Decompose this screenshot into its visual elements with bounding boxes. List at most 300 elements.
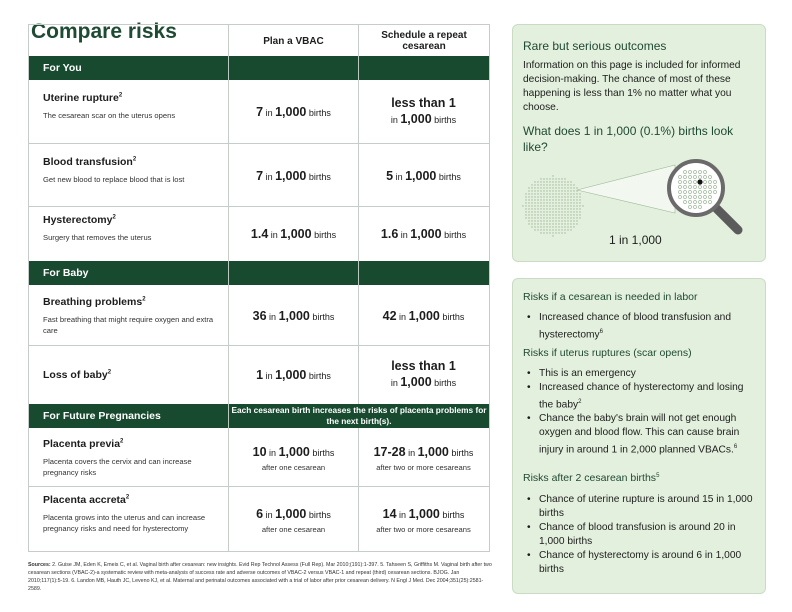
risk-unit: in (398, 230, 411, 240)
risk-name (43, 156, 136, 168)
population-dot (564, 193, 565, 194)
section-for-baby (29, 261, 489, 285)
population-dot (552, 220, 553, 221)
risk-unit: births (439, 509, 465, 520)
population-dot (552, 196, 553, 197)
risk-rate (256, 167, 331, 185)
population-dot (561, 184, 562, 185)
population-dot (555, 190, 556, 191)
population-dot (534, 187, 535, 188)
population-dot (540, 208, 541, 209)
population-dot (534, 184, 535, 185)
risk-name (43, 494, 129, 506)
population-dot (558, 193, 559, 194)
population-dot (558, 190, 559, 191)
population-dot (540, 187, 541, 188)
risk-unit: in (263, 509, 276, 520)
population-dot (561, 178, 562, 179)
vbac-value-cell (229, 346, 358, 404)
population-dot (573, 187, 574, 188)
risk-denominator: 1,000 (417, 445, 449, 459)
population-dot (549, 208, 550, 209)
list-item (523, 311, 759, 342)
population-dot (552, 211, 553, 212)
rupture-risks-heading: Risks if uterus ruptures (scar opens) (523, 347, 692, 359)
risk-denominator: 1,000 (408, 506, 440, 521)
population-dot (528, 205, 529, 206)
population-dot (576, 190, 577, 191)
rupture-risks-list (523, 367, 759, 458)
list-item-text: Chance of uterine rupture is around 15 in 1,000 births (539, 494, 753, 519)
risk-unit: in (390, 115, 401, 125)
risk-qualifier: after two or more cesareans (376, 463, 471, 472)
population-dot (534, 202, 535, 203)
population-dot (561, 211, 562, 212)
population-dot (558, 202, 559, 203)
risk-value: 6 (256, 506, 264, 521)
repeat-value-cell (359, 80, 488, 144)
population-dot (573, 184, 574, 185)
table-row (29, 428, 489, 487)
population-dot (579, 202, 580, 203)
population-dot (549, 214, 550, 215)
population-dot (537, 193, 538, 194)
population-dot (537, 196, 538, 197)
vbac-value-cell (229, 487, 358, 551)
population-dot (564, 178, 565, 179)
population-dot (543, 226, 544, 227)
population-dot (558, 187, 559, 188)
population-dot (531, 208, 532, 209)
section-label: For You (43, 62, 82, 74)
population-dot (549, 178, 550, 179)
population-dot (564, 232, 565, 233)
population-dot (543, 202, 544, 203)
population-dot (567, 205, 568, 206)
risk-value: 5 (386, 168, 394, 183)
footnote-ref: 2 (112, 214, 116, 221)
population-dot (531, 196, 532, 197)
repeat-value-cell (359, 144, 488, 207)
population-dot (528, 196, 529, 197)
list-item (523, 367, 759, 381)
population-dot (537, 229, 538, 230)
population-dot (558, 232, 559, 233)
population-dot (534, 205, 535, 206)
population-dot (543, 184, 544, 185)
population-dot (543, 199, 544, 200)
table-row (29, 80, 489, 144)
population-dot (573, 223, 574, 224)
population-dot (549, 190, 550, 191)
population-dot (558, 211, 559, 212)
risk-denominator: 1,000 (278, 445, 310, 459)
column-header-vbac: Plan a VBAC (263, 35, 324, 47)
population-dot (558, 208, 559, 209)
table-row (29, 144, 489, 207)
population-dot (558, 220, 559, 221)
risk-name (43, 214, 116, 226)
footnote-ref: 2 (125, 494, 130, 501)
population-dot (561, 220, 562, 221)
repeat-value-cell (359, 428, 488, 487)
risk-denominator: 1,000 (275, 168, 307, 183)
population-dot (552, 229, 553, 230)
population-dot (576, 211, 577, 212)
population-dot (540, 232, 541, 233)
risk-value: 7 (256, 168, 264, 183)
risk-qualifier: after one cesarean (261, 524, 326, 534)
population-dot (543, 187, 544, 188)
risk-qualifier: after two or more cesareans (376, 524, 471, 534)
risk-value: 1.4 (250, 227, 269, 241)
population-dot (546, 196, 547, 197)
risk-rate (374, 443, 474, 461)
one-in-thousand-question: What does 1 in 1,000 (0.1%) births look like? (523, 124, 734, 154)
population-dot (546, 211, 547, 212)
risk-unit: births (431, 378, 457, 388)
population-dot (564, 229, 565, 230)
population-dot (552, 223, 553, 224)
population-dot (555, 187, 556, 188)
population-dot (540, 202, 541, 203)
population-dot (543, 223, 544, 224)
population-dot (570, 187, 571, 188)
population-dot (534, 190, 535, 191)
population-dot (531, 199, 532, 200)
population-dot (558, 178, 559, 179)
population-dot (549, 202, 550, 203)
list-item-text: Chance the baby's brain will not get enough oxygen and blood flow. This can cause brain injury in around 1 in 2,000 planned VBACs. (539, 413, 740, 456)
population-dot (549, 184, 550, 185)
table-row (29, 285, 489, 346)
risk-unit: births (431, 115, 457, 125)
population-dot (555, 220, 556, 221)
risk-name-text: Loss of baby (43, 369, 108, 381)
population-dot (558, 184, 559, 185)
population-dot (552, 190, 553, 191)
risk-description: Surgery that removes the uterus (43, 233, 152, 242)
footnote-ref: 2 (578, 399, 582, 405)
footnote-ref: 2 (107, 369, 112, 376)
population-dot (525, 211, 526, 212)
population-dot (567, 190, 568, 191)
population-dot (561, 223, 562, 224)
section-note: Each cesarean birth increases the risks of placenta problems for the next birth(s). (231, 405, 487, 426)
risk-value: 7 (256, 105, 264, 119)
risk-value: 1 (256, 368, 264, 382)
risk-value: 17-28 (373, 445, 406, 459)
population-dot (531, 211, 532, 212)
population-dot (555, 226, 556, 227)
population-dot (567, 226, 568, 227)
population-dot (534, 211, 535, 212)
population-dot (570, 217, 571, 218)
highlighted-dot (697, 179, 702, 184)
population-dot (564, 196, 565, 197)
population-dot (552, 202, 553, 203)
population-dot (558, 199, 559, 200)
footnote-ref: 6 (599, 329, 603, 335)
population-dot (576, 196, 577, 197)
population-dot (579, 214, 580, 215)
additional-risks-panel (512, 278, 766, 594)
population-dot (552, 235, 553, 236)
risk-unit: in (390, 378, 401, 388)
vbac-value-cell (229, 428, 358, 487)
after-two-cesareans-list (523, 493, 759, 577)
list-item (523, 493, 759, 521)
population-dot (567, 187, 568, 188)
illustration-caption: 1 in 1,000 (609, 233, 662, 247)
population-dot (558, 229, 559, 230)
population-dot (555, 223, 556, 224)
risk-denominator: 1,000 (405, 168, 437, 183)
population-dot (576, 199, 577, 200)
population-dot (555, 184, 556, 185)
population-dot (570, 220, 571, 221)
population-dot (567, 184, 568, 185)
population-dot (576, 193, 577, 194)
risk-unit: births (448, 448, 474, 458)
population-dot (540, 190, 541, 191)
population-dot (558, 223, 559, 224)
column-header-repeat: Schedule a repeat cesarean (381, 30, 467, 52)
labor-risks-heading: Risks if a cesarean is needed in labor (523, 291, 698, 303)
population-dot (537, 223, 538, 224)
population-dot (537, 226, 538, 227)
population-dot (531, 205, 532, 206)
population-dot (573, 199, 574, 200)
footnote-ref: 5 (656, 472, 660, 479)
population-dot (537, 220, 538, 221)
population-dot (555, 211, 556, 212)
population-dot (561, 202, 562, 203)
population-dot (546, 190, 547, 191)
population-dot (558, 196, 559, 197)
population-dot (555, 208, 556, 209)
population-dot (540, 205, 541, 206)
risk-rate (256, 103, 331, 121)
population-dot (549, 232, 550, 233)
population-dot (564, 205, 565, 206)
population-dot (546, 229, 547, 230)
population-dot (534, 226, 535, 227)
population-dot (570, 214, 571, 215)
population-dot (543, 229, 544, 230)
population-dot (567, 193, 568, 194)
population-dot (570, 208, 571, 209)
population-dot (537, 214, 538, 215)
population-dot (543, 193, 544, 194)
population-dot (549, 205, 550, 206)
population-dot (540, 211, 541, 212)
population-dot (561, 187, 562, 188)
population-dot (573, 211, 574, 212)
population-dot (540, 223, 541, 224)
risk-unit: in (263, 171, 276, 182)
population-dot (525, 196, 526, 197)
population-dot (531, 220, 532, 221)
population-dot (528, 202, 529, 203)
risk-denominator: 1,000 (410, 227, 442, 241)
population-dot (567, 229, 568, 230)
population-dot (570, 226, 571, 227)
population-dot (549, 196, 550, 197)
population-dot (552, 232, 553, 233)
population-dot (537, 205, 538, 206)
population-dot (570, 190, 571, 191)
population-dot (561, 214, 562, 215)
list-item-text: Chance of blood transfusion is around 20 in 1,000 births (539, 522, 736, 547)
population-dot (564, 220, 565, 221)
population-dot (534, 196, 535, 197)
risk-unit: births (441, 230, 467, 240)
list-item (523, 521, 759, 549)
population-dot (546, 223, 547, 224)
risk-rate (391, 373, 456, 391)
risk-unit: births (436, 171, 461, 182)
population-dot (555, 196, 556, 197)
risk-rate (253, 443, 335, 461)
population-dot (537, 217, 538, 218)
population-dot (525, 217, 526, 218)
population-dot (564, 199, 565, 200)
population-dot (576, 214, 577, 215)
population-dot (537, 181, 538, 182)
risk-unit: in (263, 108, 276, 118)
repeat-value-cell (359, 487, 488, 551)
population-dot (573, 217, 574, 218)
risk-value: less than 1 (391, 96, 456, 110)
risk-value: 10 (252, 445, 267, 459)
population-dot (546, 178, 547, 179)
population-dot (546, 226, 547, 227)
population-dot (543, 205, 544, 206)
population-dot (549, 187, 550, 188)
population-dot (561, 217, 562, 218)
repeat-value-cell (359, 346, 488, 404)
population-dot (552, 193, 553, 194)
population-dot (573, 202, 574, 203)
population-dot (546, 205, 547, 206)
population-dot (558, 226, 559, 227)
risk-rate (381, 225, 466, 243)
risk-name-text: Blood transfusion (43, 156, 133, 168)
population-dot (546, 220, 547, 221)
risk-denominator: 1,000 (400, 375, 432, 389)
population-dot (528, 223, 529, 224)
population-dot (528, 220, 529, 221)
population-dot (555, 193, 556, 194)
population-dot (549, 217, 550, 218)
population-dot (543, 178, 544, 179)
population-dot (564, 217, 565, 218)
population-dot (564, 202, 565, 203)
population-dot (579, 199, 580, 200)
risk-unit: in (393, 171, 406, 182)
population-dot (576, 223, 577, 224)
population-dot (552, 205, 553, 206)
population-dot (573, 214, 574, 215)
population-dot (552, 184, 553, 185)
risk-name (43, 296, 146, 308)
population-dot (546, 184, 547, 185)
risk-unit: in (396, 509, 409, 520)
population-dot (534, 220, 535, 221)
risk-name-text: Placenta previa (43, 438, 121, 450)
one-in-thousand-illustration (513, 25, 767, 263)
population-dot (561, 193, 562, 194)
population-dot (534, 214, 535, 215)
population-dot (534, 199, 535, 200)
population-dot (549, 181, 550, 182)
population-dot (531, 202, 532, 203)
population-dot (543, 211, 544, 212)
risk-name (43, 438, 123, 450)
population-dot (531, 184, 532, 185)
population-dot (537, 208, 538, 209)
population-dot (528, 199, 529, 200)
population-dot (525, 214, 526, 215)
population-dot (543, 220, 544, 221)
risk-rate (383, 307, 465, 325)
population-dot (549, 226, 550, 227)
population-dot (546, 232, 547, 233)
risk-rate (253, 307, 335, 325)
population-dot (573, 193, 574, 194)
population-dot (531, 193, 532, 194)
rare-outcomes-heading: Rare but serious outcomes (523, 39, 667, 53)
population-dot (540, 217, 541, 218)
risk-value: less than 1 (391, 359, 456, 373)
rare-outcomes-panel (512, 24, 766, 262)
footnote-ref: 2 (142, 296, 146, 303)
labor-risks-list (523, 311, 759, 342)
population-dot (531, 190, 532, 191)
population-dot (549, 229, 550, 230)
population-dot (576, 208, 577, 209)
population-dot (579, 193, 580, 194)
population-dot (531, 214, 532, 215)
risk-denominator: 1,000 (278, 308, 310, 323)
risk-unit: in (263, 371, 276, 381)
risk-unit: births (309, 311, 335, 322)
population-dot (540, 199, 541, 200)
table-row (29, 487, 489, 551)
population-dot (552, 187, 553, 188)
population-dot (582, 205, 583, 206)
population-dot (540, 226, 541, 227)
population-dot (525, 199, 526, 200)
population-dot (552, 214, 553, 215)
population-dot (522, 205, 523, 206)
population-dot (528, 193, 529, 194)
population-dot (564, 226, 565, 227)
population-dot (555, 229, 556, 230)
risk-name (43, 92, 122, 104)
population-dot (579, 208, 580, 209)
population-dot (573, 196, 574, 197)
population-dot (564, 211, 565, 212)
vbac-value-cell (229, 285, 358, 346)
population-dot (567, 181, 568, 182)
population-dot (567, 211, 568, 212)
list-item-text: Increased chance of hysterectomy and losing the baby (539, 382, 744, 411)
population-dot (534, 193, 535, 194)
population-dot (537, 184, 538, 185)
risk-description: Placenta covers the cervix and can increase pregnancy risks (43, 457, 192, 477)
